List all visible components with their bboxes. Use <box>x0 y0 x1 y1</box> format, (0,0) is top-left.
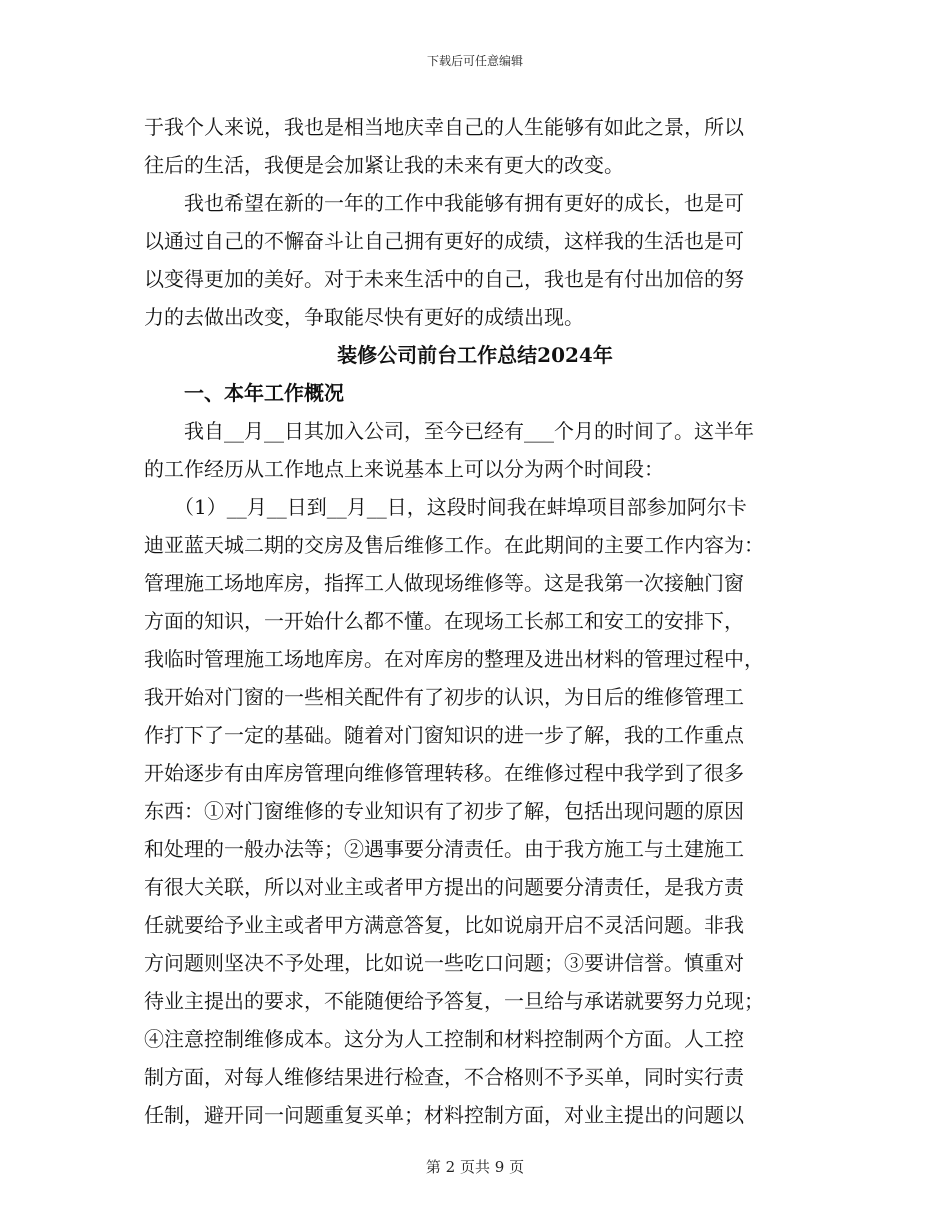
section-title: 装修公司前台工作总结2024年 <box>337 343 613 367</box>
text-line: 管理施工场地库房，指挥工人做现场维修等。这是我第一次接触门窗 <box>144 571 744 595</box>
text-line: 方面的知识，一开始什么都不懂。在现场工长郝工和安工的安排下， <box>144 609 744 633</box>
text-line: 任就要给予业主或者甲方满意答复，比如说扇开启不灵活问题。非我 <box>144 913 744 937</box>
text-line: 往后的生活，我便是会加紧让我的未来有更大的改变。 <box>144 153 624 177</box>
text-line: 我自__月__日其加入公司，至今已经有___个月的时间了。这半年 <box>144 419 754 443</box>
text-line: （1）__月__日到__月__日，这段时间我在蚌埠项目部参加阿尔卡 <box>144 495 747 519</box>
text-line: 于我个人来说，我也是相当地庆幸自己的人生能够有如此之景，所以 <box>144 115 744 139</box>
section-heading: 一、本年工作概况 <box>144 381 344 405</box>
document-body <box>144 108 806 1134</box>
text-line: 和处理的一般办法等；②遇事要分清责任。由于我方施工与土建施工 <box>144 837 744 861</box>
text-line: 制方面，对每人维修结果进行检查，不合格则不予买单，同时实行责 <box>144 1065 744 1089</box>
text-line: 迪亚蓝天城二期的交房及售后维修工作。在此期间的主要工作内容为： <box>144 533 764 557</box>
text-line: 待业主提出的要求，不能随便给予答复，一旦给与承诺就要努力兑现； <box>144 989 764 1013</box>
text-line: 开始逐步有由库房管理向维修管理转移。在维修过程中我学到了很多 <box>144 761 744 785</box>
text-line: 方问题则坚决不予处理，比如说一些吃口问题；③要讲信誉。慎重对 <box>144 951 744 975</box>
page-footer: 第 2 页共 9 页 <box>425 1158 525 1176</box>
text-line: 以通过自己的不懈奋斗让自己拥有更好的成绩，这样我的生活也是可 <box>144 229 744 253</box>
text-line: 我也希望在新的一年的工作中我能够有拥有更好的成长，也是可 <box>144 191 744 215</box>
text-line: 有很大关联，所以对业主或者甲方提出的问题要分清责任，是我方责 <box>144 875 744 899</box>
text-line: 的工作经历从工作地点上来说基本上可以分为两个时间段： <box>144 457 664 481</box>
text-line: ④注意控制维修成本。这分为人工控制和材料控制两个方面。人工控 <box>144 1027 744 1051</box>
text-line: 我开始对门窗的一些相关配件有了初步的认识，为日后的维修管理工 <box>144 685 744 709</box>
text-line: 作打下了一定的基础。随着对门窗知识的进一步了解，我的工作重点 <box>144 723 744 747</box>
text-line: 我临时管理施工场地库房。在对库房的整理及进出材料的管理过程中， <box>144 647 764 671</box>
text-line: 力的去做出改变，争取能尽快有更好的成绩出现。 <box>144 305 584 329</box>
page-header: 下载后可任意编辑 <box>426 54 523 68</box>
text-line: 任制，避开同一问题重复买单；材料控制方面，对业主提出的问题以 <box>144 1103 744 1127</box>
text-line: 东西：①对门窗维修的专业知识有了初步了解，包括出现问题的原因 <box>144 799 744 823</box>
text-line: 以变得更加的美好。对于未来生活中的自己，我也是有付出加倍的努 <box>144 267 744 291</box>
